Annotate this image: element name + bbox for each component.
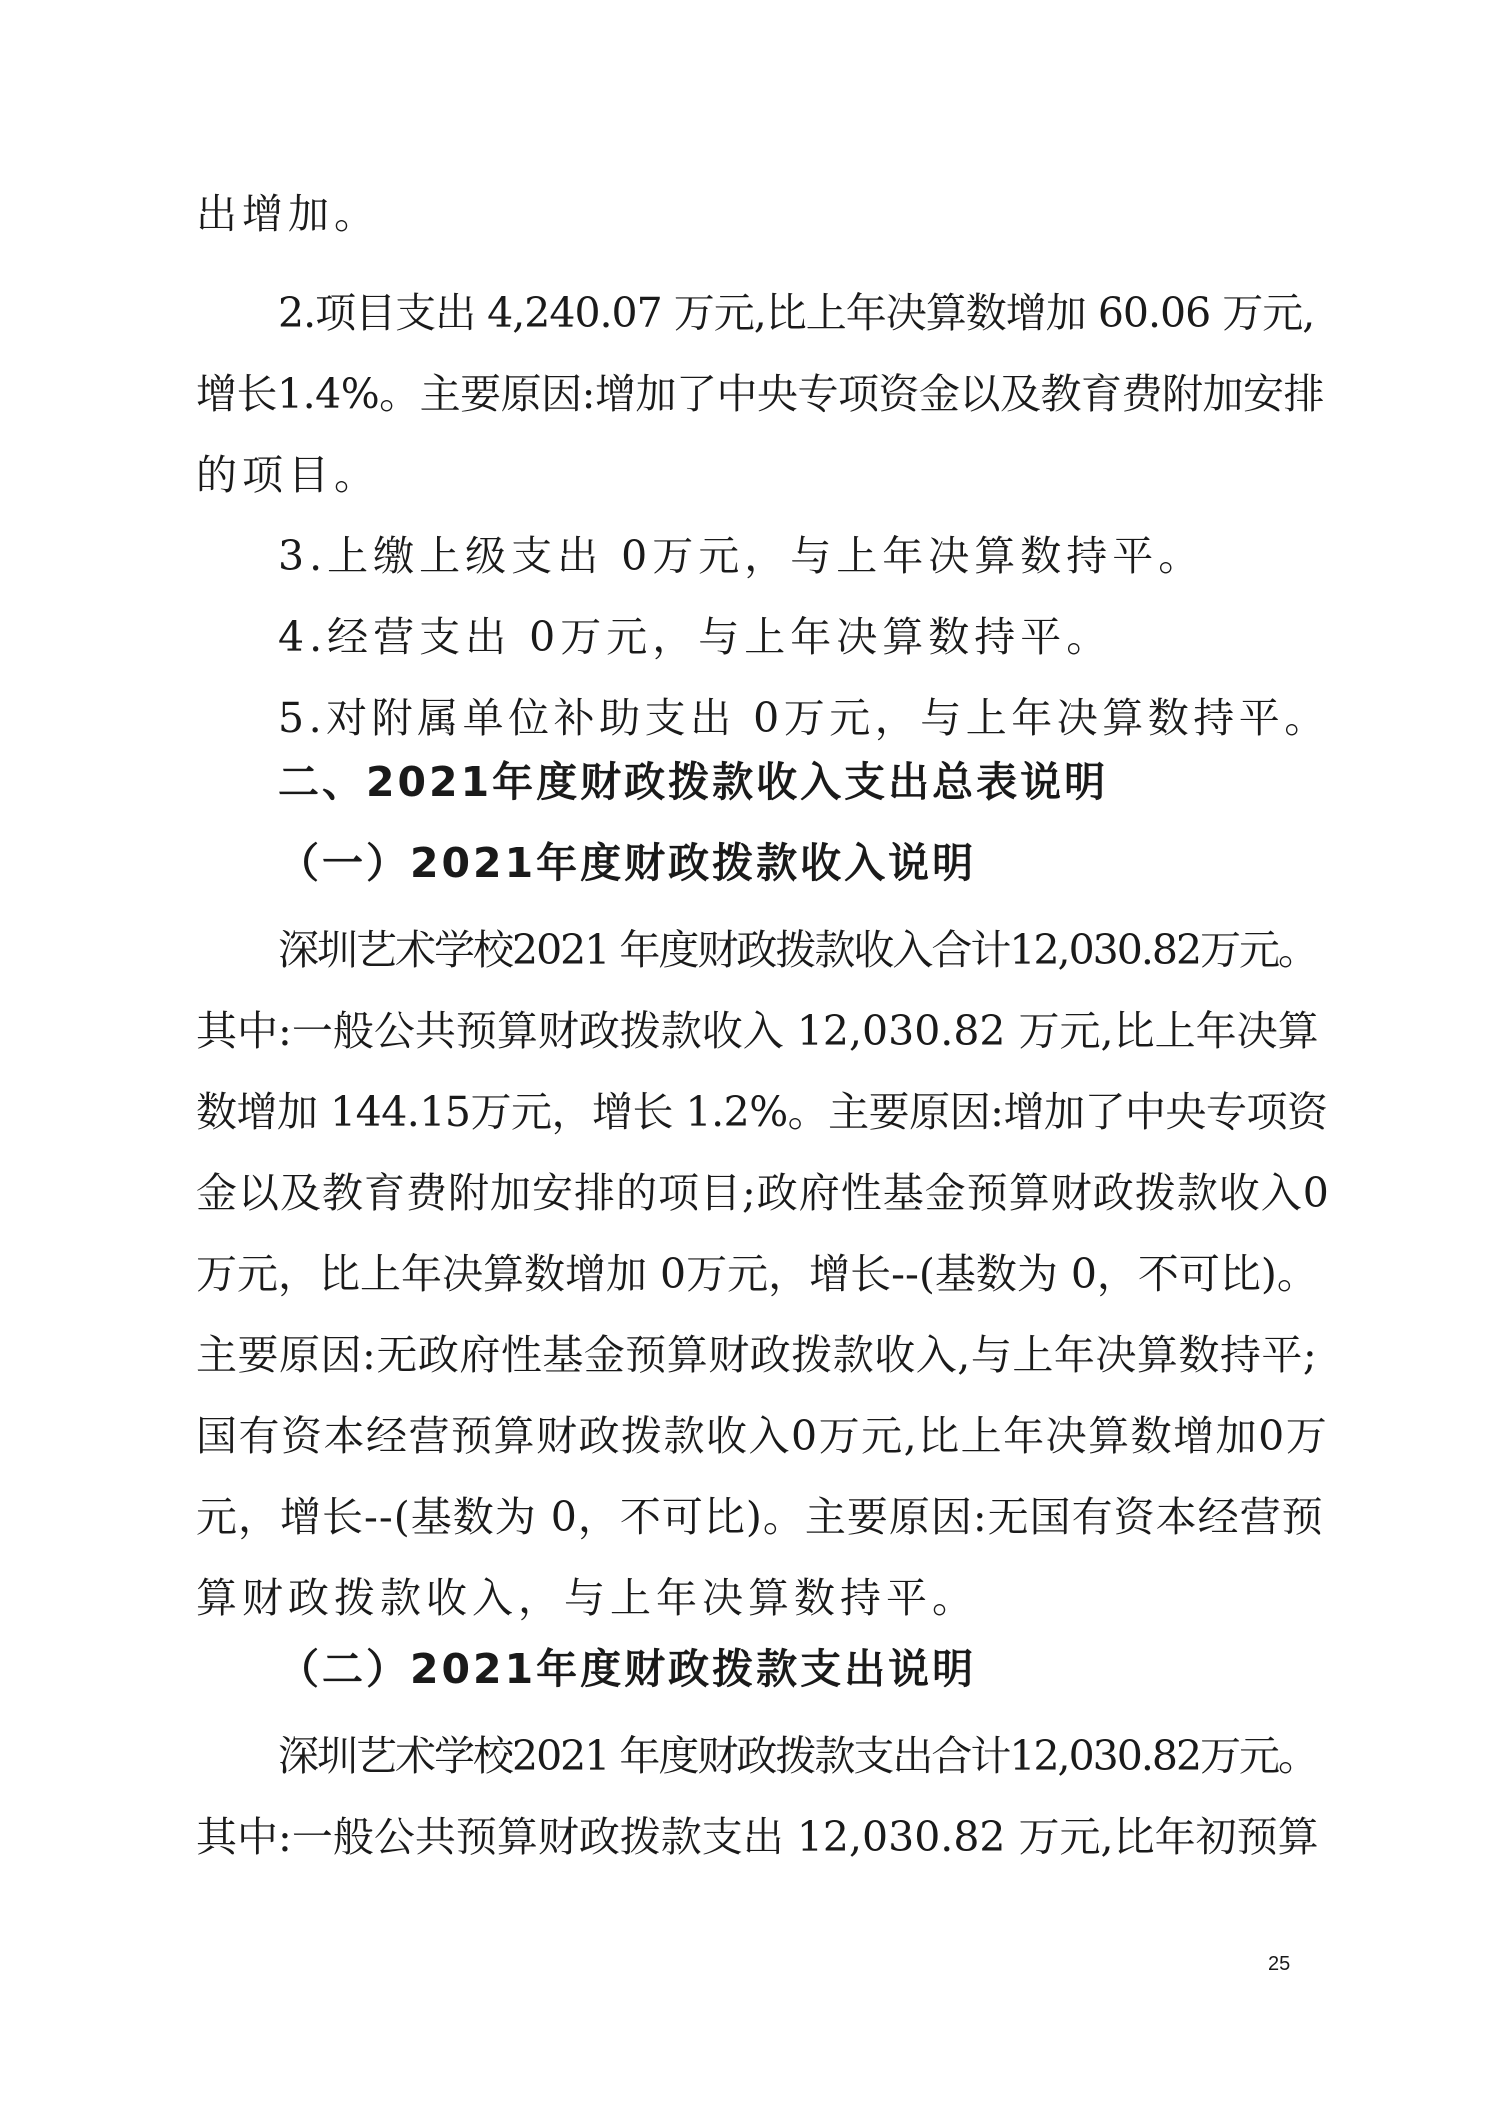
body-text-line: 金以及教育费附加安排的项目;政府性基金预算财政拨款收入0: [196, 1169, 1330, 1217]
body-text-line: 4.经营支出 0万元，与上年决算数持平。: [278, 613, 1113, 661]
body-text-line: 5.对附属单位补助支出 0万元，与上年决算数持平。: [278, 694, 1330, 742]
body-text-line: 其中:一般公共预算财政拨款支出 12,030.82 万元,比年初预算: [196, 1813, 1319, 1861]
body-text-line: 出增加。: [196, 190, 380, 238]
body-text-line: 算财政拨款收入，与上年决算数持平。: [196, 1574, 978, 1622]
body-text-line: 的项目。: [196, 451, 380, 499]
body-text-line: 万元，比上年决算数增加 0万元，增长--(基数为 0，不可比)。: [196, 1250, 1318, 1298]
body-text-line: 2.项目支出 4,240.07 万元,比上年决算数增加 60.06 万元,: [278, 289, 1315, 337]
subsection-heading: （二）2021年度财政拨款支出说明: [278, 1645, 977, 1693]
section-heading: 二、2021年度财政拨款收入支出总表说明: [278, 758, 1109, 806]
body-text-line: 元，增长--(基数为 0，不可比)。主要原因:无国有资本经营预: [196, 1493, 1324, 1541]
body-text-line: 主要原因:无政府性基金预算财政拨款收入,与上年决算数持平;: [196, 1331, 1318, 1379]
body-text-line: 国有资本经营预算财政拨款收入0万元,比上年决算数增加0万: [196, 1412, 1329, 1460]
body-text-line: 数增加 144.15万元，增长 1.2%。主要原因:增加了中央专项资: [196, 1088, 1328, 1136]
body-text-line: 深圳艺术学校2021 年度财政拨款支出合计12,030.82万元。: [278, 1732, 1318, 1780]
body-text-line: 3.上缴上级支出 0万元，与上年决算数持平。: [278, 532, 1205, 580]
page-number: 25: [1268, 1953, 1291, 1975]
body-text-line: 增长1.4%。主要原因:增加了中央专项资金以及教育费附加安排: [196, 370, 1324, 418]
subsection-heading: （一）2021年度财政拨款收入说明: [278, 839, 977, 887]
body-text-line: 深圳艺术学校2021 年度财政拨款收入合计12,030.82万元。: [278, 926, 1318, 974]
body-text-line: 其中:一般公共预算财政拨款收入 12,030.82 万元,比上年决算: [196, 1007, 1319, 1055]
